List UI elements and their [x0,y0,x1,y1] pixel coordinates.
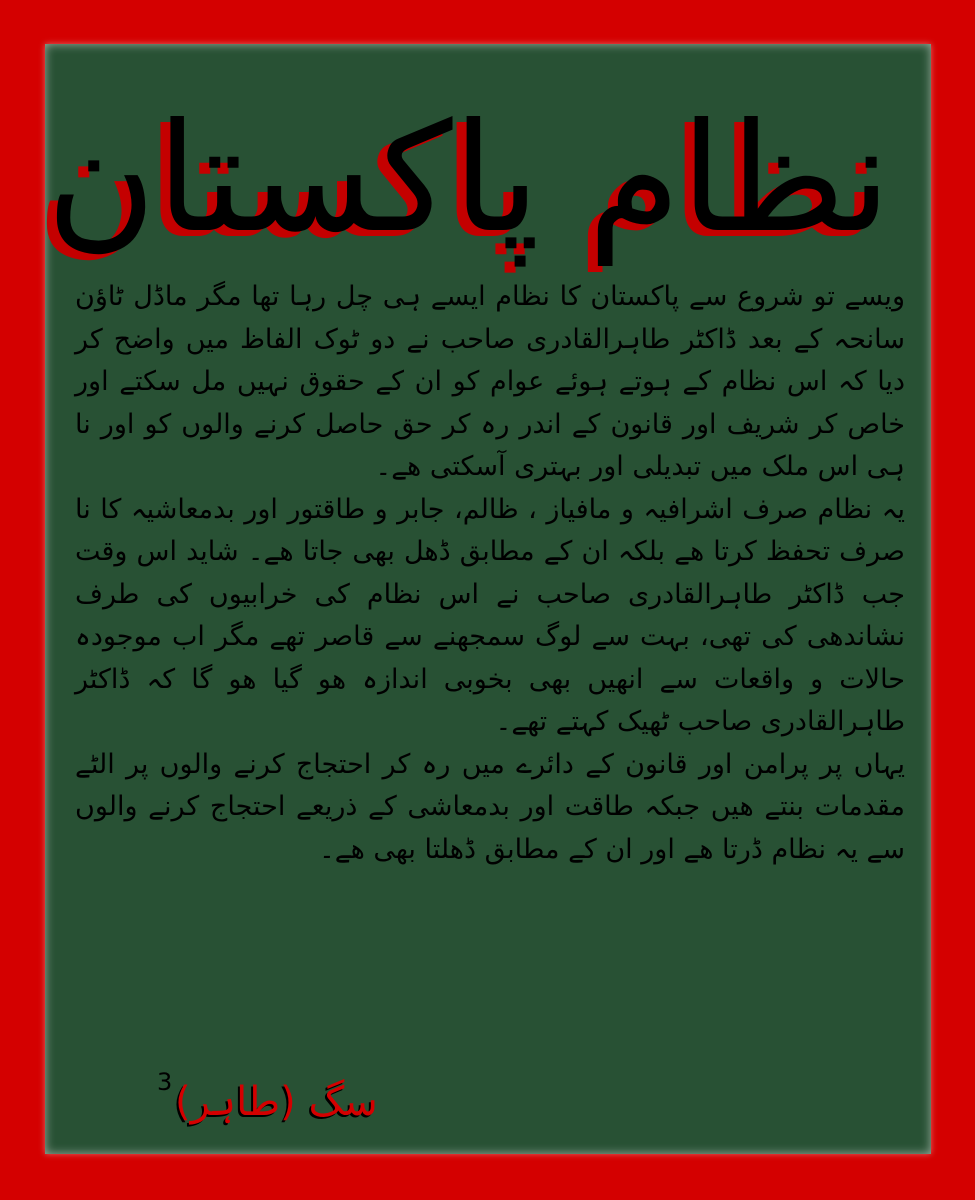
paragraph-1: ویسے تو شروع سے پاکستان کا نظام ایسے ہی چل رہا تھا مگر ماڈل ٹاؤن سانحہ کے بعد ڈاکٹر طاہرالقادری صاحب نے دو ٹوک الفاظ میں واضح کر دیا کہ اس نظام کے ہوتے ہوئے عوام کو ان کے حقوق نہیں مل سکتے اور خاص کر شریف اور قانون کے اندر رہ کر حق حاصل کرنے والوں کو اور نا ہی اس ملک میں تبدیلی اور بہتری آسکتی ھے۔ [75,281,905,482]
paragraph-2: یہ نظام صرف اشرافیہ و مافیاز ، ظالم، جابر و طاقتور اور بدمعاشیہ کا نا صرف تحفظ کرتا ھے بلکہ ان کے مطابق ڈھل بھی جاتا ھے۔ شاید اس وقت جب ڈاکٹر طاہرالقادری صاحب نے اس نظام کی خرابیوں کی طرف نشاندھی کی تھی، بہت سے لوگ سمجھنے سے قاصر تھے مگر اب موجودہ حالات و واقعات سے انھیں بھی بخوبی اندازہ ھو گیا ھو گا کہ ڈاکٹر طاہرالقادری صاحب ٹھیک کہتے تھے۔ [75,493,905,737]
signature-superscript: 3 [157,1068,173,1096]
green-content-panel [45,44,931,1154]
page-title: نظام پاکستان [46,92,891,266]
paragraph-3: یہاں پر پرامن اور قانون کے دائرے میں رہ کر احتجاج کرنے والوں پر الٹے مقدمات بنتے ھیں جبکہ طاقت اور بدمعاشی کے ذریعے احتجاج کرنے والوں سے یہ نظام ڈرتا ھے اور ان کے مطابق ڈھلتا بھی ھے۔ [75,748,905,865]
signature: سگ (طاہر) [175,1079,378,1125]
article-body [75,276,905,871]
